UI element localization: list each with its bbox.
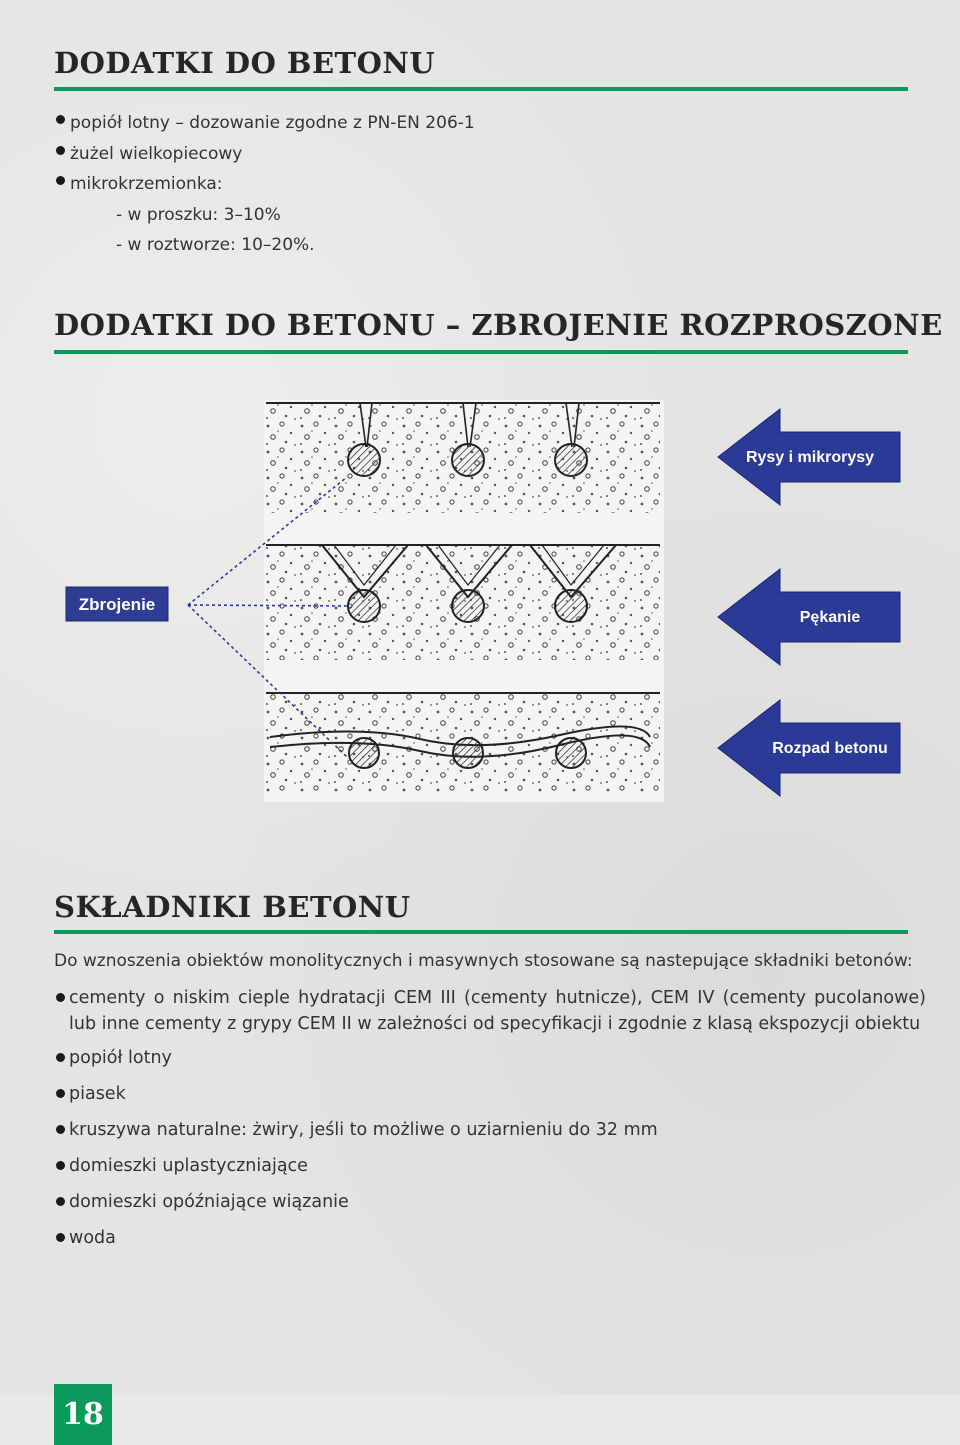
list-item: piasek [54, 1081, 926, 1107]
arrow-concrete-disintegration [718, 700, 900, 796]
bullet-icon [56, 115, 65, 124]
svg-text:Zbrojenie: Zbrojenie [78, 595, 156, 614]
bullet-icon [56, 1089, 65, 1098]
list-item: cementy o niskim cieple hydratacji CEM III (cementy hutnicze), CEM IV (cementy pucolanowe) lub inne cementy z grypy CEM II w zależności od specyfikacji i zgodnie z klasą ekspozycji obiektu [54, 985, 926, 1037]
svg-text:Pękanie: Pękanie [799, 609, 861, 626]
arrow-cracking [718, 569, 900, 665]
list-item: popiół lotny [54, 1045, 926, 1071]
bullet-icon [56, 993, 65, 1002]
svg-text:Rozpad betonu: Rozpad betonu [772, 740, 888, 757]
list-item: domieszki opóźniające wiązanie [54, 1189, 926, 1215]
concrete-block-spalling [266, 693, 660, 793]
bullet-icon [56, 146, 65, 155]
ingredients-list [54, 985, 926, 1251]
concrete-block-cracking [266, 545, 660, 660]
bullet-icon [56, 1125, 65, 1134]
ingredients-intro: Do wznoszenia obiektów monolitycznych i masywnych stosowane są nastepujące składniki betonów: [54, 951, 913, 971]
section-title-dispersed-reinforcement: DODATKI DO BETONU – ZBROJENIE ROZPROSZONE [54, 308, 943, 342]
list-item: kruszywa naturalne: żwiry, jeśli to możliwe o uziarnieniu do 32 mm [54, 1117, 926, 1143]
bullet-icon [56, 1053, 65, 1062]
bullet-icon [56, 176, 65, 185]
section-title-additives: DODATKI DO BETONU [54, 46, 436, 80]
list-item: woda [54, 1225, 926, 1251]
bullet-icon [56, 1233, 65, 1242]
section-rule [54, 87, 908, 91]
page-number: 18 [54, 1384, 112, 1445]
bullet-icon [56, 1197, 65, 1206]
list-item: popiół lotny – dozowanie zgodne z PN-EN 206-1 [54, 108, 475, 139]
svg-text:Rysy i mikrorysy: Rysy i mikrorysy [745, 449, 875, 466]
list-item: domieszki uplastyczniające [54, 1153, 926, 1179]
list-item: mikrokrzemionka: [54, 169, 475, 200]
concrete-block-cracks [266, 403, 660, 513]
section-title-concrete-ingredients: SKŁADNIKI BETONU [54, 890, 411, 924]
list-subitem: - w proszku: 3–10% [116, 204, 281, 225]
list-item: żużel wielkopiecowy [54, 139, 475, 170]
section-rule [54, 930, 908, 934]
section-rule [54, 350, 908, 354]
list-subitem: - w roztworze: 10–20%. [116, 235, 315, 255]
dispersed-reinforcement-diagram [60, 395, 910, 810]
bullet-icon [56, 1161, 65, 1170]
reinforcement-label [66, 587, 168, 621]
additives-list [54, 108, 475, 261]
arrow-cracks-and-microcracks [718, 409, 900, 505]
